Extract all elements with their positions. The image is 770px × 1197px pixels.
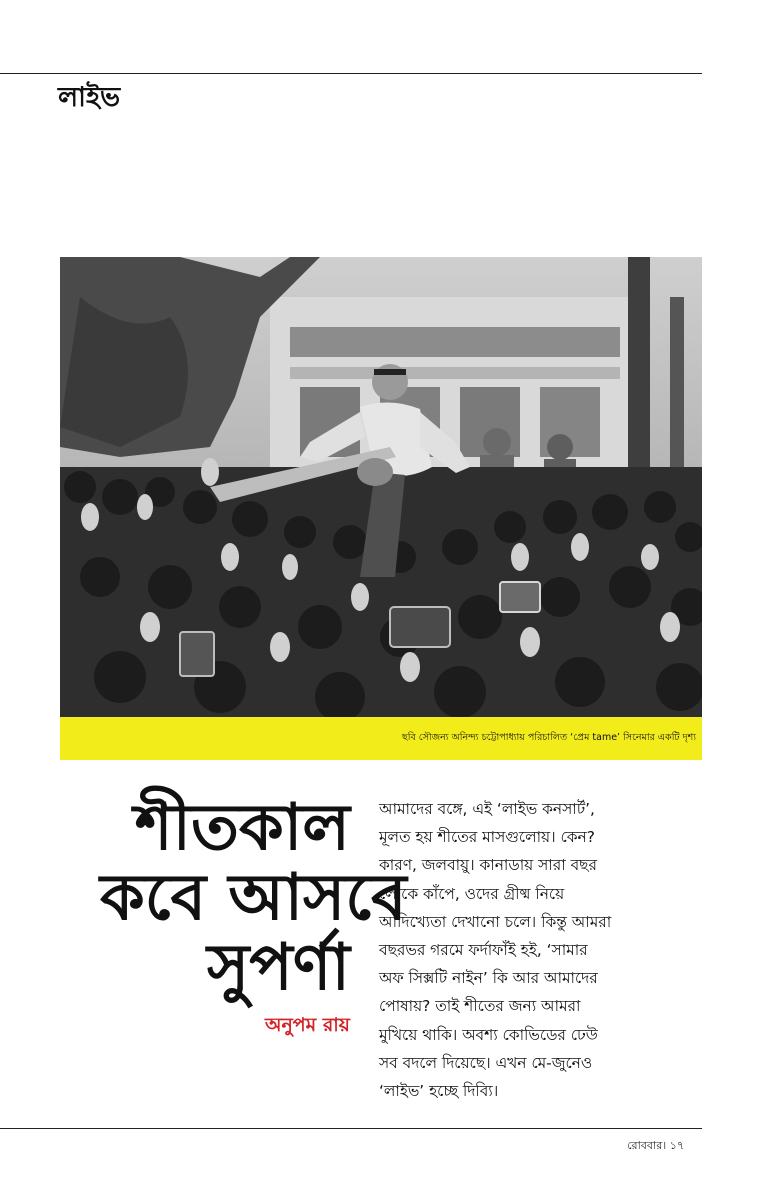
body-line: মূলত হয় শীতের মাসগুলোয়। কেন? (379, 828, 595, 847)
top-rule (0, 73, 702, 74)
headline (100, 791, 407, 1005)
author-byline: অনুপম রায় (264, 1014, 350, 1036)
photo-caption-bar (60, 717, 702, 760)
body-line: অফ সিক্সটি নাইন’ কি আর আমাদের (379, 969, 598, 988)
page-folio: রোববার। ১৭ (627, 1139, 684, 1152)
body-line: মুখিয়ে থাকি। অবশ্য কোভিডের ঢেউ (379, 1025, 598, 1044)
headline-line-2: কবে আসবে (100, 861, 407, 935)
body-line: আমাদের বঙ্গে, এই ‘লাইভ কনসার্ট’, (379, 800, 595, 818)
headline-line-3: সুপর্ণা (207, 931, 350, 1005)
body-line: ‘লাইভ’ হচ্ছে দিব্যি। (379, 1082, 499, 1101)
concert-photo (60, 257, 702, 717)
body-line: পোষায়? তাই শীতের জন্য আমরা (379, 997, 581, 1016)
article-body (379, 795, 704, 1105)
headline-line-1: শীতকাল (134, 791, 350, 865)
body-line: বছরভর গরমে ফর্দাফাঁই হই, ‘সামার (379, 941, 588, 960)
bottom-rule (0, 1128, 702, 1129)
body-line: আদিখ্যেতা দেখানো চলে। কিন্তু আমরা (379, 912, 612, 931)
body-line: সব বদলে দিয়েছে। এখন মে-জুনেও (379, 1053, 593, 1072)
body-line: কারণ, জলবায়ু। কানাডায় সারা বছর (379, 856, 597, 875)
section-label: লাইভ (58, 82, 121, 113)
photo-caption: ছবি সৌজন্য অনিন্দ্য চট্টোপাধ্যায় পরিচালিত ‘প্রেম tame’ সিনেমার একটি দৃশ্য (401, 732, 696, 743)
body-line: লোকে কাঁপে, ওদের গ্রীষ্ম নিয়ে (379, 884, 565, 903)
